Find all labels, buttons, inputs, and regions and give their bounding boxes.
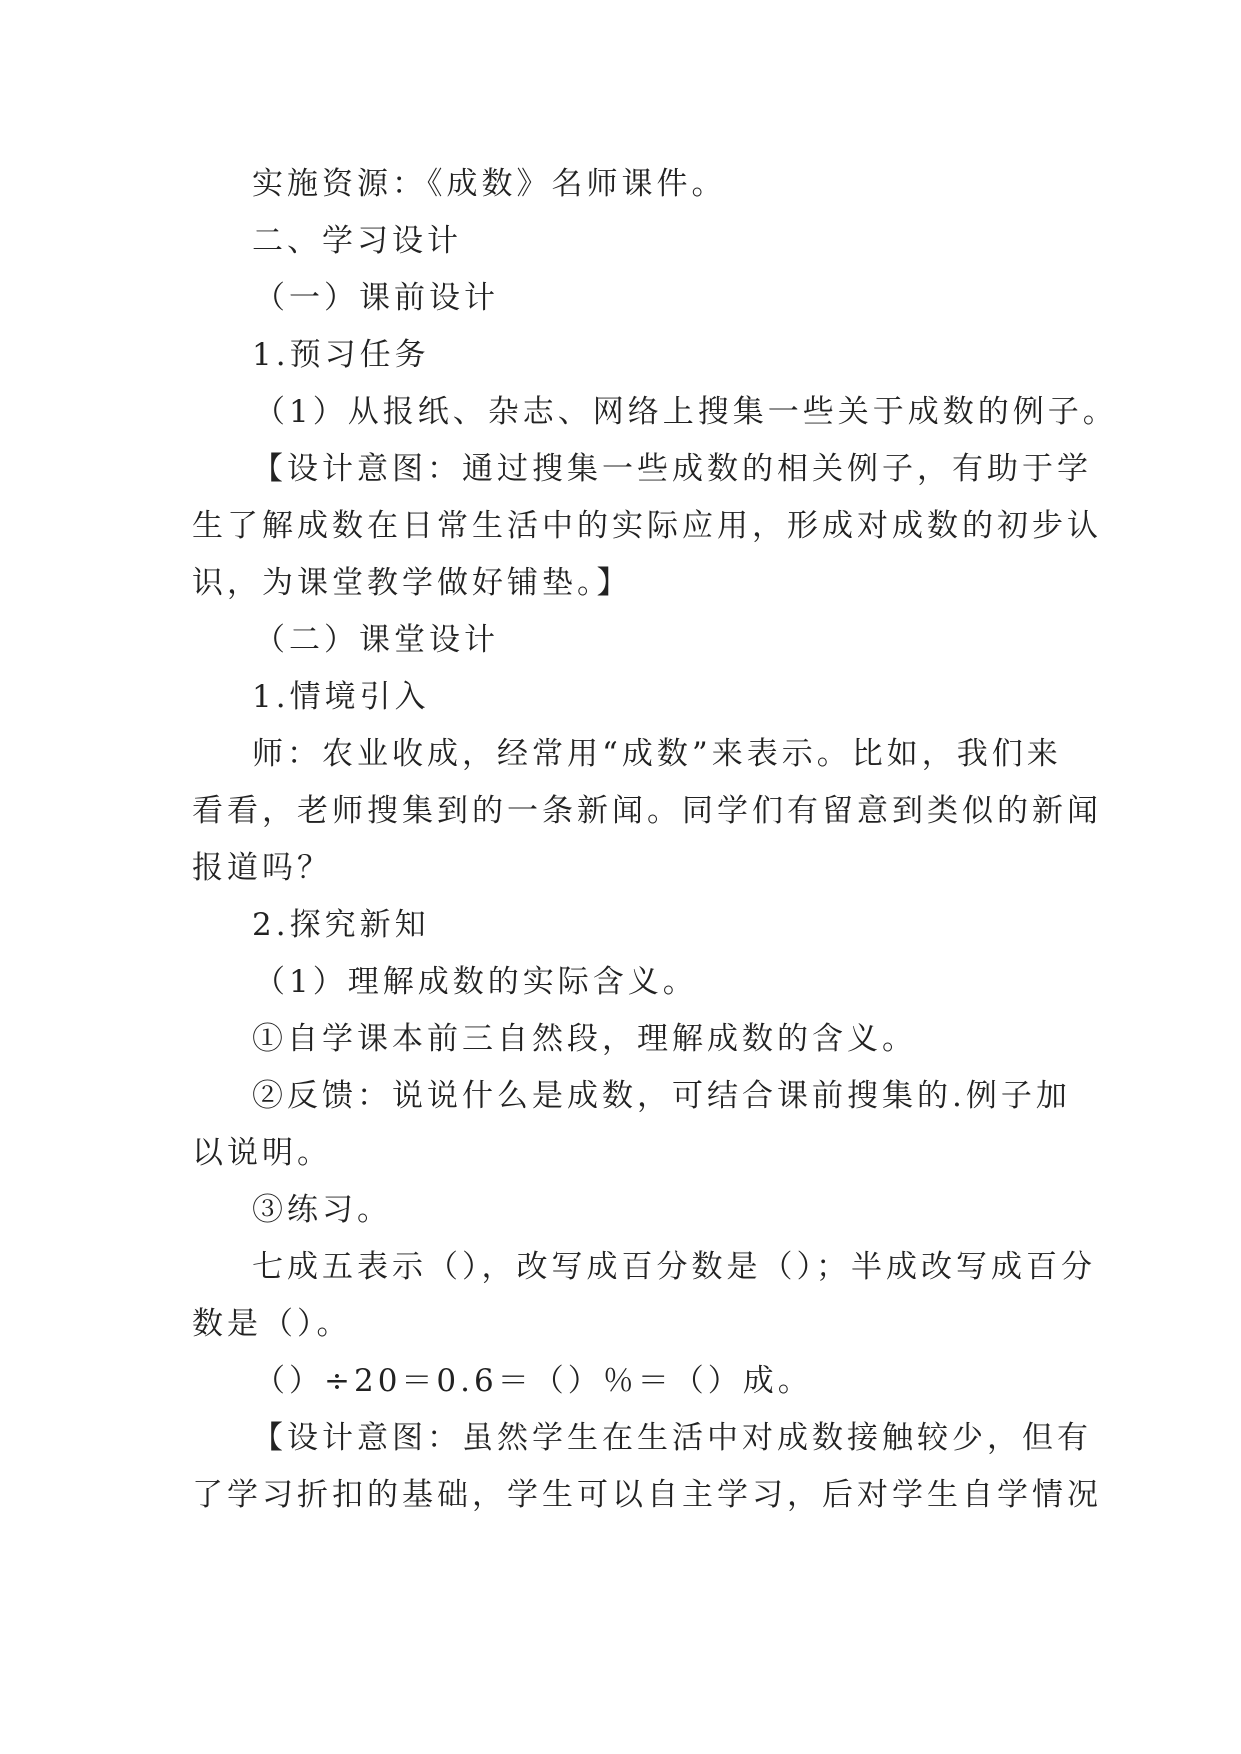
item-heading-scenario: 1.情境引入 <box>252 679 430 715</box>
design-intent-line: 识，为课堂教学做好铺垫。】 <box>192 565 632 601</box>
paragraph-line: （1）从报纸、杂志、网络上搜集一些关于成数的例子。 <box>254 394 1118 430</box>
item-heading-explore: 2.探究新知 <box>252 907 430 943</box>
section-heading-learning-design: 二、学习设计 <box>252 223 462 259</box>
exercise-equation-line: （）÷20＝0.6＝（）％＝（）成。 <box>254 1363 813 1399</box>
subsection-heading-preclass: （一）课前设计 <box>254 280 499 316</box>
paragraph-line: 看看，老师搜集到的一条新闻。同学们有留意到类似的新闻 <box>192 793 1102 829</box>
paragraph-line: ②反馈：说说什么是成数，可结合课前搜集的.例子加 <box>252 1078 1071 1114</box>
paragraph-line: ③练习。 <box>252 1192 392 1228</box>
subsection-heading-classroom: （二）课堂设计 <box>254 622 499 658</box>
resource-line: 实施资源：《成数》名师课件。 <box>252 166 727 202</box>
design-intent-line: 【设计意图：虽然学生在生活中对成数接触较少，但有 <box>252 1420 1092 1456</box>
design-intent-line: 生了解成数在日常生活中的实际应用，形成对成数的初步认 <box>192 508 1102 544</box>
paragraph-line: ①自学课本前三自然段，理解成数的含义。 <box>252 1021 917 1057</box>
paragraph-line: 以说明。 <box>192 1135 332 1171</box>
paragraph-line: （1）理解成数的实际含义。 <box>254 964 698 1000</box>
exercise-line: 数是（）。 <box>192 1306 352 1342</box>
paragraph-line: 报道吗？ <box>192 850 332 886</box>
design-intent-line: 了学习折扣的基础，学生可以自主学习，后对学生自学情况 <box>192 1477 1102 1513</box>
design-intent-line: 【设计意图：通过搜集一些成数的相关例子，有助于学 <box>252 451 1092 487</box>
paragraph-line: 师：农业收成，经常用“成数”来表示。比如，我们来 <box>252 736 1062 772</box>
exercise-line: 七成五表示（），改写成百分数是（）；半成改写成百分 <box>252 1249 1096 1285</box>
item-heading-preview-task: 1.预习任务 <box>252 337 430 373</box>
